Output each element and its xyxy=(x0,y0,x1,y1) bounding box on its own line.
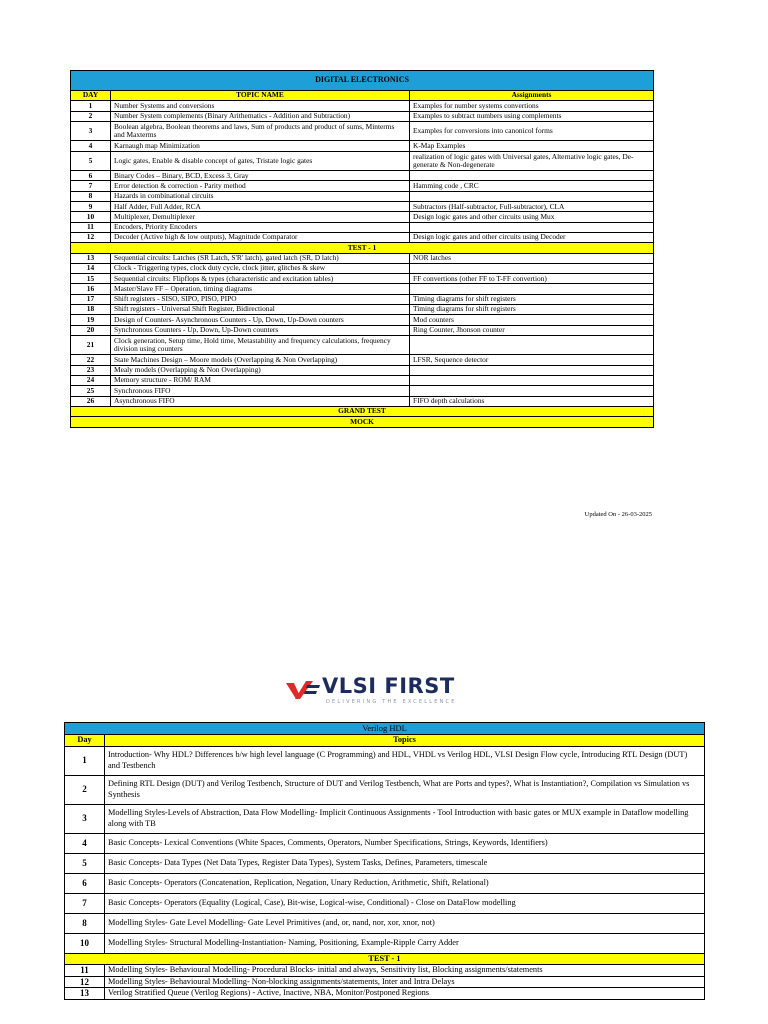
table-row xyxy=(65,913,705,933)
topic-cell: Master/Slave FF – Operation, timing diagrams xyxy=(111,284,410,294)
table-row xyxy=(65,775,705,804)
assignment-cell xyxy=(410,376,654,386)
logo-name: VLSI FIRST xyxy=(322,674,455,698)
topic-cell: Clock - Triggering types, clock duty cycle, clock jitter, glitches & skew xyxy=(111,263,410,273)
assignment-cell xyxy=(410,263,654,273)
topic-cell: Basic Concepts- Operators (Concatenation, Replication, Negation, Unary Reduction, Arithmetic, Shift, Relational) xyxy=(105,873,705,893)
topic-cell: Hazards in combinational circuits xyxy=(111,191,410,201)
table-row xyxy=(71,396,654,406)
table-title: DIGITAL ELECTRONICS xyxy=(71,71,654,91)
header-day: DAY xyxy=(71,91,111,101)
topic-cell: Basic Concepts- Lexical Conventions (White Spaces, Comments, Operators, Number Specifications, Strings, Keywords, Identifiers) xyxy=(105,833,705,853)
topic-cell: Logic gates, Enable & disable concept of gates, Tristate logic gates xyxy=(111,151,410,171)
table-row xyxy=(65,965,705,977)
assignment-cell xyxy=(410,222,654,232)
table-row xyxy=(65,853,705,873)
topic-cell: Synchronous Counters - Up, Down, Up-Down counters xyxy=(111,325,410,335)
day-cell: 4 xyxy=(71,141,111,151)
day-cell: 11 xyxy=(71,222,111,232)
table-row xyxy=(71,376,654,386)
table-row xyxy=(65,833,705,853)
day-cell: 18 xyxy=(71,305,111,315)
assignment-cell xyxy=(410,335,654,355)
day-cell: 5 xyxy=(65,853,105,873)
topic-cell: Error detection & correction - Parity method xyxy=(111,181,410,191)
day-cell: 8 xyxy=(71,191,111,201)
assignment-cell: Hamming code , CRC xyxy=(410,181,654,191)
assignment-cell xyxy=(410,365,654,375)
topic-cell: Boolean algebra, Boolean theorems and laws, Sum of products and product of sums, Minterms and Maxterms xyxy=(111,121,410,141)
topic-cell: Memory structure - ROM/ RAM xyxy=(111,376,410,386)
day-cell: 2 xyxy=(65,775,105,804)
mock-row xyxy=(71,417,654,427)
topic-cell: State Machines Design – Moore models (Overlapping & Non Overlapping) xyxy=(111,355,410,365)
topic-cell: Modelling Styles- Structural Modelling-Instantiation- Naming, Positioning, Example-Ripple Carry Adder xyxy=(105,933,705,953)
topic-cell: Karnaugh map Minimization xyxy=(111,141,410,151)
table-row xyxy=(71,151,654,171)
table-row xyxy=(71,111,654,121)
day-cell: 7 xyxy=(65,893,105,913)
topic-cell: Basic Concepts- Operators (Equality (Logical, Case), Bit-wise, Logical-wise, Conditional) - Close on DataFlow modelling xyxy=(105,893,705,913)
topic-cell: Number System complements (Binary Arithematics - Addition and Subtraction) xyxy=(111,111,410,121)
day-cell: 16 xyxy=(71,284,111,294)
day-cell: 12 xyxy=(71,232,111,242)
table-row xyxy=(71,315,654,325)
assignment-cell: Examples for number systems convertions xyxy=(410,101,654,111)
day-cell: 9 xyxy=(71,202,111,212)
topic-cell: Decoder (Active high & low outputs), Magnitude Comparator xyxy=(111,232,410,242)
table-row xyxy=(71,181,654,191)
table-row xyxy=(65,804,705,833)
day-cell: 22 xyxy=(71,355,111,365)
table-row xyxy=(65,873,705,893)
topic-cell: Synchronous FIFO xyxy=(111,386,410,396)
topic-cell: Asynchronous FIFO xyxy=(111,396,410,406)
table-row xyxy=(65,933,705,953)
table-row xyxy=(65,746,705,775)
day-cell: 13 xyxy=(71,253,111,263)
topic-cell: Shift registers - SISO, SIPO, PISO, PIPO xyxy=(111,294,410,304)
table-row xyxy=(65,976,705,988)
day-cell: 13 xyxy=(65,988,105,1000)
topic-cell: Binary Codes – Binary, BCD, Excess 3, Gray xyxy=(111,171,410,181)
topic-cell: Modelling Styles- Behavioural Modelling- Non-blocking assignments/statements, Inter and Intra Delays xyxy=(105,976,705,988)
topic-cell: Sequential circuits: Flipflops & types (characteristic and excitation tables) xyxy=(111,274,410,284)
header-topic: TOPIC NAME xyxy=(111,91,410,101)
assignment-cell: Design logic gates and other circuits using Decoder xyxy=(410,232,654,242)
assignment-cell: NOR latches xyxy=(410,253,654,263)
assignment-cell: Timing diagrams for shift registers xyxy=(410,294,654,304)
table-row xyxy=(71,171,654,181)
vlsi-first-logo xyxy=(286,675,458,707)
header-day: Day xyxy=(65,735,105,747)
day-cell: 5 xyxy=(71,151,111,171)
day-cell: 21 xyxy=(71,335,111,355)
logo-tagline: DELIVERING THE EXCELLENCE xyxy=(326,699,457,705)
grand-test-row xyxy=(71,406,654,416)
assignment-cell: LFSR, Sequence detector xyxy=(410,355,654,365)
day-cell: 24 xyxy=(71,376,111,386)
day-cell: 20 xyxy=(71,325,111,335)
topic-cell: Clock generation, Setup time, Hold time, Metastability and frequency calculations, frequency division using counters xyxy=(111,335,410,355)
topic-cell: Design of Counters- Asynchronous Counters - Up, Down, Up-Down counters xyxy=(111,315,410,325)
topic-cell: Half Adder, Full Adder, RCA xyxy=(111,202,410,212)
assignment-cell xyxy=(410,171,654,181)
table-row xyxy=(71,305,654,315)
table-row xyxy=(71,365,654,375)
updated-date: Updated On - 26-03-2025 xyxy=(584,511,652,518)
table-row xyxy=(71,355,654,365)
topic-cell: Modelling Styles-Levels of Abstraction, Data Flow Modelling- Implicit Continuous Assignments - Tool Introduction with basic gates or MUX example in Dataflow modelling along with TB xyxy=(105,804,705,833)
table-row xyxy=(71,325,654,335)
topic-cell: Number Systems and conversions xyxy=(111,101,410,111)
table-row xyxy=(71,222,654,232)
day-cell: 23 xyxy=(71,365,111,375)
topic-cell: Basic Concepts- Data Types (Net Data Types, Register Data Types), System Tasks, Defines, Parameters, timescale xyxy=(105,853,705,873)
day-cell: 3 xyxy=(71,121,111,141)
table-row xyxy=(71,141,654,151)
day-cell: 15 xyxy=(71,274,111,284)
day-cell: 19 xyxy=(71,315,111,325)
assignment-cell: Timing diagrams for shift registers xyxy=(410,305,654,315)
topic-cell: Introduction- Why HDL? Differences b/w high level language (C Programming) and HDL, VHDL vs Verilog HDL, VLSI Design Flow cycle, Introducing RTL Design (DUT) and Testbench xyxy=(105,746,705,775)
topic-cell: Multiplexer, Demultiplexer xyxy=(111,212,410,222)
table-row xyxy=(65,893,705,913)
assignment-cell xyxy=(410,191,654,201)
day-cell: 11 xyxy=(65,965,105,977)
table-row xyxy=(65,988,705,1000)
table-row xyxy=(71,121,654,141)
assignment-cell xyxy=(410,284,654,294)
table-row xyxy=(71,191,654,201)
day-cell: 14 xyxy=(71,263,111,273)
day-cell: 10 xyxy=(65,933,105,953)
topic-cell: Encoders, Priority Encoders xyxy=(111,222,410,232)
day-cell: 10 xyxy=(71,212,111,222)
day-cell: 6 xyxy=(71,171,111,181)
test-row xyxy=(71,243,654,253)
day-cell: 8 xyxy=(65,913,105,933)
table-row xyxy=(71,253,654,263)
assignment-cell: realization of logic gates with Universal gates, Alternative logic gates, De-generate & Non-degenerate xyxy=(410,151,654,171)
mock-label: MOCK xyxy=(71,417,654,427)
test-label: TEST - 1 xyxy=(71,243,654,253)
vlsi-logo-mark-icon xyxy=(286,679,320,701)
assignment-cell: Design logic gates and other circuits using Mux xyxy=(410,212,654,222)
assignment-cell: Ring Counter, Jhonson counter xyxy=(410,325,654,335)
topic-cell: Sequential circuits: Latches (SR Latch, S'R' latch), gated latch (SR, D latch) xyxy=(111,253,410,263)
table-row xyxy=(71,386,654,396)
assignment-cell: Examples for conversions into canonicol forms xyxy=(410,121,654,141)
day-cell: 12 xyxy=(65,976,105,988)
table-row xyxy=(71,263,654,273)
day-cell: 26 xyxy=(71,396,111,406)
assignment-cell: FIFO depth calculations xyxy=(410,396,654,406)
day-cell: 25 xyxy=(71,386,111,396)
day-cell: 6 xyxy=(65,873,105,893)
verilog-hdl-table xyxy=(64,722,705,1000)
day-cell: 2 xyxy=(71,111,111,121)
assignment-cell xyxy=(410,386,654,396)
day-cell: 17 xyxy=(71,294,111,304)
assignment-cell: FF convertions (other FF to T-FF convertion) xyxy=(410,274,654,284)
table-row xyxy=(71,101,654,111)
test-row xyxy=(65,953,705,965)
topic-cell: Modelling Styles- Behavioural Modelling- Procedural Blocks- initial and always, Sensitivity list, Blocking assignments/statements xyxy=(105,965,705,977)
test-label: TEST - 1 xyxy=(65,953,705,965)
table-row xyxy=(71,232,654,242)
table-row xyxy=(71,212,654,222)
topic-cell: Defining RTL Design (DUT) and Verilog Testbench, Structure of DUT and Verilog Testbench, What are Ports and types?, What is Instantiation?, Compilation vs Simulation vs Synthesis xyxy=(105,775,705,804)
header-assignments: Assignments xyxy=(410,91,654,101)
table-title: Verilog HDL xyxy=(65,723,705,735)
day-cell: 3 xyxy=(65,804,105,833)
day-cell: 7 xyxy=(71,181,111,191)
table-row xyxy=(71,294,654,304)
table-row xyxy=(71,335,654,355)
grand-test-label: GRAND TEST xyxy=(71,406,654,416)
topic-cell: Verilog Stratified Queue (Verilog Regions) - Active, Inactive, NBA, Monitor/Postponed Regions xyxy=(105,988,705,1000)
topic-cell: Shift registers - Universal Shift Register, Bidirectional xyxy=(111,305,410,315)
day-cell: 1 xyxy=(65,746,105,775)
table-row xyxy=(71,202,654,212)
topic-cell: Mealy models (Overlapping & Non Overlapping) xyxy=(111,365,410,375)
header-topics: Topics xyxy=(105,735,705,747)
day-cell: 4 xyxy=(65,833,105,853)
table-row xyxy=(71,274,654,284)
assignment-cell: K-Map Examples xyxy=(410,141,654,151)
assignment-cell: Subtractors (Half-subtractor, Full-subtractor), CLA xyxy=(410,202,654,212)
assignment-cell: Examples to subtract numbers using complements xyxy=(410,111,654,121)
topic-cell: Modelling Styles- Gate Level Modelling- Gate Level Primitives (and, or, nand, nor, xor, xnor, not) xyxy=(105,913,705,933)
assignment-cell: Mod counters xyxy=(410,315,654,325)
day-cell: 1 xyxy=(71,101,111,111)
digital-electronics-table xyxy=(70,70,654,428)
table-row xyxy=(71,284,654,294)
